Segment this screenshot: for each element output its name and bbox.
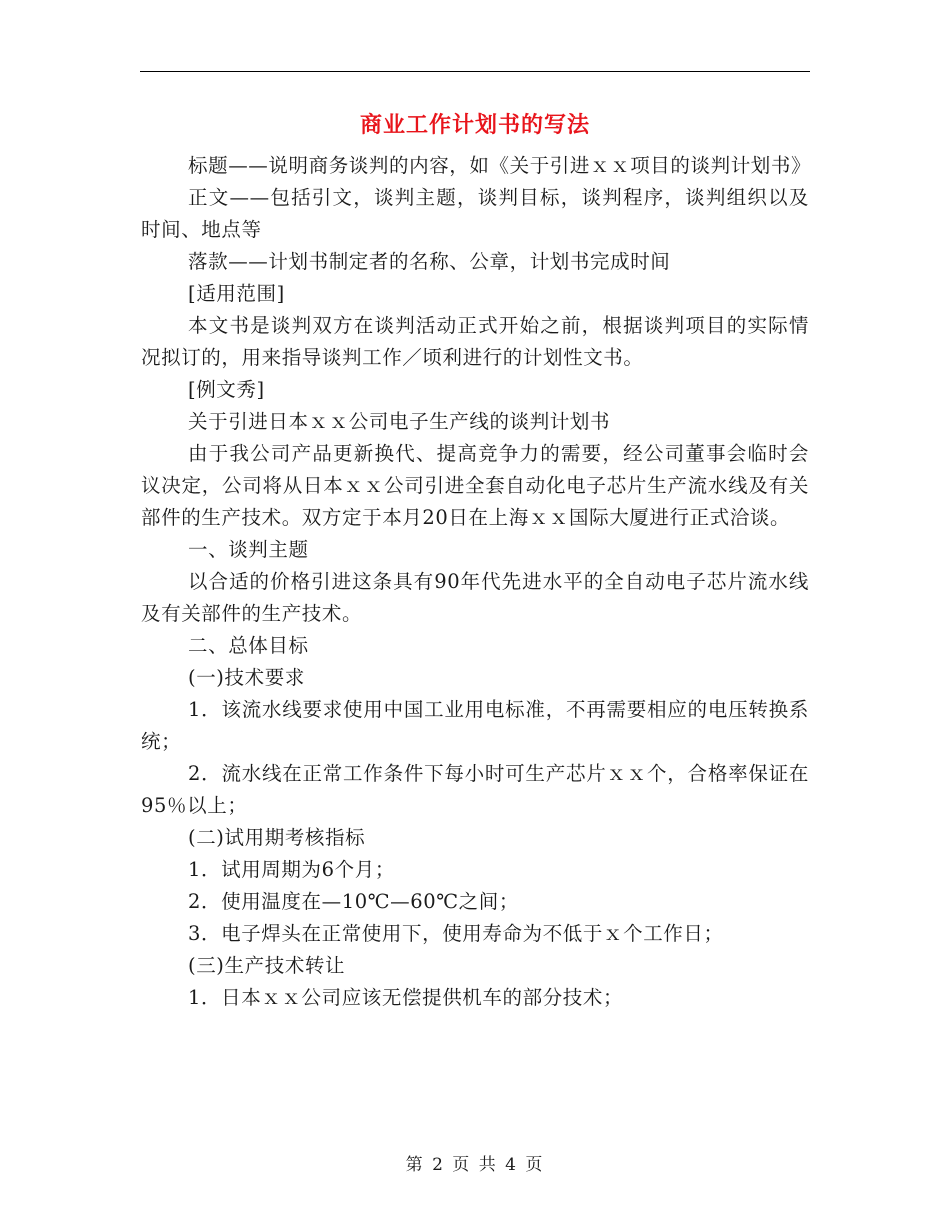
list-item: 3．电子焊头在正常使用下，使用寿命为不低于ｘ个工作日； <box>188 922 724 945</box>
header-rule <box>140 71 810 72</box>
paragraph-title-section: 标题——说明商务谈判的内容，如《关于引进ｘｘ项目的谈判计划书》 <box>188 154 812 177</box>
list-item: 1．该流水线要求使用中国工业用电标准，不再需要相应的电压转换系统； <box>141 698 809 753</box>
paragraph-topic: 以合适的价格引进这条具有90年代先进水平的全自动电子芯片流水线及有关部件的生产技术。 <box>141 570 809 625</box>
paragraph-body-section: 正文——包括引文，谈判主题，谈判目标，谈判程序，谈判组织以及时间、地点等 <box>141 186 809 241</box>
heading-topic: 一、谈判主题 <box>188 538 309 561</box>
subheading-trial-metrics: (二)试用期考核指标 <box>188 826 366 849</box>
example-title: 关于引进日本ｘｘ公司电子生产线的谈判计划书 <box>188 410 611 433</box>
list-item: 2．使用温度在—10℃—60℃之间； <box>188 890 519 913</box>
paragraph-intro: 由于我公司产品更新换代、提高竞争力的需要，经公司董事会临时会议决定，公司将从日本ｘｘ公司引进全套自动化电子芯片生产流水线及有关部件的生产技术。双方定于本月20日在上海ｘｘ国际大厦进行正式洽谈。 <box>141 442 809 529</box>
page-number: 第 2 页 共 4 页 <box>405 1155 545 1175</box>
heading-example: [例文秀] <box>188 378 265 401</box>
heading-goals: 二、总体目标 <box>188 634 309 657</box>
document-title: 商业工作计划书的写法 <box>359 112 590 138</box>
paragraph-signature-section: 落款——计划书制定者的名称、公章，计划书完成时间 <box>188 250 671 273</box>
paragraph-scope: 本文书是谈判双方在谈判活动正式开始之前，根据谈判项目的实际情况拟订的，用来指导谈判工作／顷利进行的计划性文书。 <box>141 314 809 369</box>
list-item: 1．日本ｘｘ公司应该无偿提供机车的部分技术； <box>188 986 624 1009</box>
subheading-tech-transfer: (三)生产技术转让 <box>188 954 346 977</box>
heading-scope: [适用范围] <box>188 282 285 305</box>
document-body <box>141 150 812 1014</box>
subheading-tech-requirements: (一)技术要求 <box>188 666 305 689</box>
list-item: 1．试用周期为6个月； <box>188 858 395 881</box>
list-item: 2．流水线在正常工作条件下每小时可生产芯片ｘｘ个，合格率保证在95％以上； <box>141 762 809 817</box>
